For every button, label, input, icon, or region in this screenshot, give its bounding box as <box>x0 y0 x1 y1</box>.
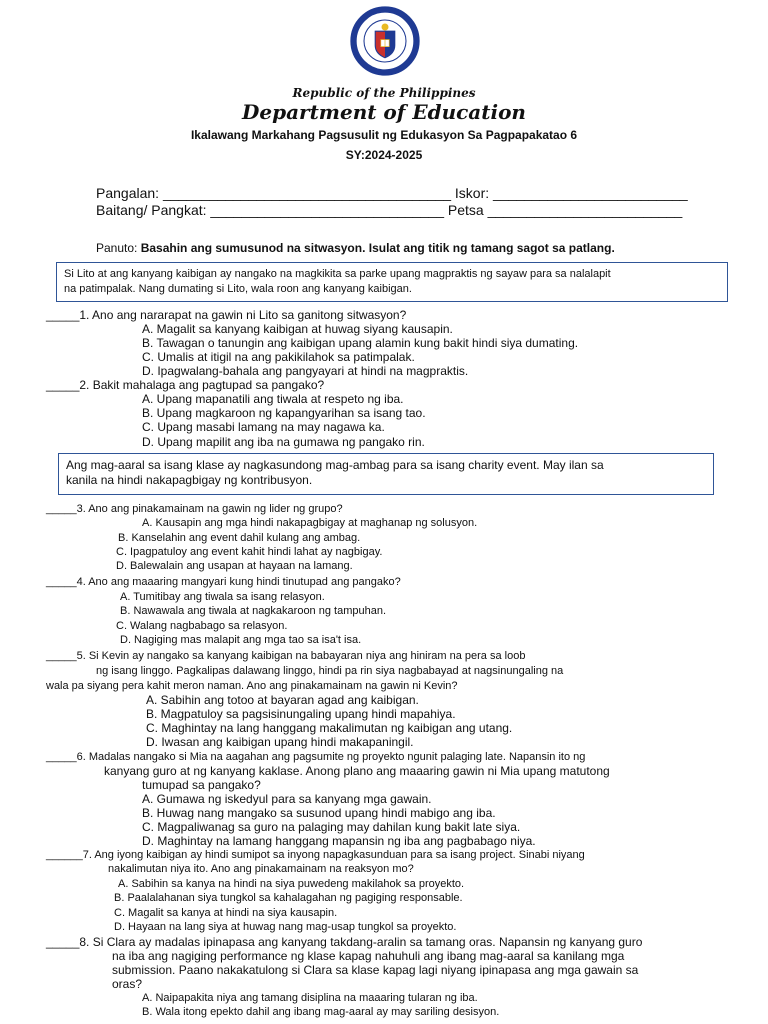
question-1-choice-d: D. Ipagwalang-bahala ang pangyayari at hindi na magpraktis. <box>142 364 469 378</box>
question-6-choice-a: A. Gumawa ng iskedyul para sa kanyang mga gawain. <box>142 792 432 806</box>
question-5-choice-d: D. Iwasan ang kaibigan upang hindi makapaningil. <box>146 735 414 749</box>
question-1-stem: _____1. Ano ang nararapat na gawin ni Lito sa ganitong sitwasyon? <box>46 308 407 322</box>
question-7-choice-d: D. Hayaan na lang siya at huwag nang mag-usap tungkol sa proyekto. <box>114 921 457 933</box>
question-2-choice-c: C. Upang masabi lamang na may nagawa ka. <box>142 420 385 434</box>
question-8-stem-line-3: submission. Paano nakakatulong si Clara sa klase kapag lagi niyang ipinapasa ang mga gawain sa <box>112 963 639 977</box>
question-4-choice-c: C. Walang nagbabago sa relasyon. <box>116 620 288 632</box>
situation-1-line-1: Si Lito at ang kanyang kaibigan ay nangako na magkikita sa parke upang magpraktis ng sayaw para sa nalalapit <box>64 268 611 280</box>
question-7-stem-line-2: nakalimutan niya ito. Ano ang pinakamainam na reaksyon mo? <box>108 863 414 875</box>
instructions-text: Basahin ang sumusunod na sitwasyon. Isulat ang titik ng tamang sagot sa patlang. <box>140 241 615 255</box>
question-2-choice-b: B. Upang magkaroon ng kapangyarihan sa isang tao. <box>142 406 426 420</box>
question-7-choice-b: B. Paalalahanan siya tungkol sa kahalagahan ng pagiging responsable. <box>114 892 463 904</box>
question-6-stem-line-1: _____6. Madalas nangako si Mia na aagahan ang pagsumite ng proyekto ngunit palaging late. Napansin ito ng <box>46 751 586 763</box>
question-8-choice-a: A. Naipapakita niya ang tamang disiplina na maaaring tularan ng iba. <box>142 992 478 1004</box>
question-1-choice-b: B. Tawagan o tanungin ang kaibigan upang alamin kung bakit hindi siya dumating. <box>142 336 579 350</box>
instructions <box>96 241 615 255</box>
grade-date-field[interactable]: Baitang/ Pangkat: ______________________________ Petsa _________________________ <box>96 202 683 218</box>
question-8-stem-line-1: _____8. Si Clara ay madalas ipinapasa ang kanyang takdang-aralin sa tamang oras. Napansin ng kanyang guro <box>46 935 643 949</box>
deped-seal-icon <box>350 6 420 76</box>
question-1-choice-c: C. Umalis at itigil na ang pakikilahok sa patimpalak. <box>142 350 415 364</box>
question-3-choice-c: C. Ipagpatuloy ang event kahit hindi lahat ay nagbigay. <box>116 546 383 558</box>
question-1-choice-a: A. Magalit sa kanyang kaibigan at huwag siyang kausapin. <box>142 322 453 336</box>
situation-1-line-2: na patimpalak. Nang dumating si Lito, wala roon ang kanyang kaibigan. <box>64 283 412 295</box>
question-5-choice-b: B. Magpatuloy sa pagsisinungaling upang hindi mapahiya. <box>146 707 456 721</box>
question-8-stem-line-2: na iba ang nagiging performance ng klase kapag nahuhuli ang ibang mag-aaral sa kanilang mga <box>112 949 625 963</box>
name-score-field[interactable]: Pangalan: _____________________________________ Iskor: _________________________ <box>96 185 688 201</box>
question-5-stem-line-2: ng isang linggo. Pagkalipas dalawang linggo, hindi pa rin siya nagbabayad at nagsinungaling na <box>96 665 564 677</box>
question-5-stem-line-1: _____5. Si Kevin ay nangako sa kanyang kaibigan na babayaran niya ang hiniram na pera sa loob <box>46 650 526 662</box>
school-year: SY:2024-2025 <box>345 148 423 162</box>
question-3-choice-a: A. Kausapin ang mga hindi nakapagbigay at maghanap ng solusyon. <box>142 517 478 529</box>
question-7-stem-line-1: ______7. Ang iyong kaibigan ay hindi sumipot sa inyong napagkasunduan para sa isang project. Sinabi niyang <box>46 849 585 861</box>
question-2-stem: _____2. Bakit mahalaga ang pagtupad sa pangako? <box>46 378 325 392</box>
question-6-choice-b: B. Huwag nang mangako sa susunod upang hindi mabigo ang iba. <box>142 806 496 820</box>
question-5-choice-a: A. Sabihin ang totoo at bayaran agad ang kaibigan. <box>146 693 419 707</box>
question-2-choice-a: A. Upang mapanatili ang tiwala at respeto ng iba. <box>142 392 404 406</box>
question-6-choice-d: D. Maghintay na lamang hanggang mapansin ng iba ang pagbabago niya. <box>142 834 536 848</box>
department-title: Department of Education <box>242 100 526 124</box>
question-3-stem: _____3. Ano ang pinakamainam na gawin ng lider ng grupo? <box>46 503 343 515</box>
situation-2-line-2: kanila na hindi nakapagbigay ng kontribusyon. <box>66 473 313 487</box>
question-7-choice-a: A. Sabihin sa kanya na hindi na siya puwedeng makilahok sa proyekto. <box>118 878 465 890</box>
instructions-label: Panuto: <box>96 241 141 255</box>
situation-box-2 <box>58 453 714 495</box>
situation-2-line-1: Ang mag-aaral sa isang klase ay nagkasundong mag-ambag para sa isang charity event. May ilan sa <box>66 458 604 472</box>
question-6-choice-c: C. Magpaliwanag sa guro na palaging may dahilan kung bakit late siya. <box>142 820 521 834</box>
question-2-choice-d: D. Upang mapilit ang iba na gumawa ng pangako rin. <box>142 435 425 449</box>
question-5-choice-c: C. Maghintay na lang hanggang makalimutan ng kaibigan ang utang. <box>146 721 513 735</box>
question-4-stem: _____4. Ano ang maaaring mangyari kung hindi tinutupad ang pangako? <box>46 576 401 588</box>
situation-box-1 <box>56 262 728 302</box>
question-4-choice-d: D. Nagiging mas malapit ang mga tao sa isa't isa. <box>120 634 362 646</box>
question-7-choice-c: C. Magalit sa kanya at hindi na siya kausapin. <box>114 907 338 919</box>
question-4-choice-b: B. Nawawala ang tiwala at nagkakaroon ng tampuhan. <box>120 605 387 617</box>
republic-label: Republic of the Philippines <box>292 86 476 100</box>
question-6-stem-line-3: tumupad sa pangako? <box>142 778 261 792</box>
question-8-choice-b: B. Wala itong epekto dahil ang ibang mag-aaral ay may sariling desisyon. <box>142 1006 500 1018</box>
question-3-choice-d: D. Balewalain ang usapan at hayaan na lamang. <box>116 560 353 572</box>
question-8-stem-line-4: oras? <box>112 977 143 991</box>
question-4-choice-a: A. Tumitibay ang tiwala sa isang relasyon. <box>120 591 325 603</box>
question-5-stem-line-3: wala pa siyang pera kahit meron naman. Ano ang pinakamainam na gawin ni Kevin? <box>46 680 458 692</box>
question-6-stem-line-2: kanyang guro at ng kanyang kaklase. Anong plano ang maaaring gawin ni Mia upang matutong <box>104 764 610 778</box>
question-3-choice-b: B. Kanselahin ang event dahil kulang ang ambag. <box>118 532 361 544</box>
exam-title: Ikalawang Markahang Pagsusulit ng Edukasyon Sa Pagpapakatao 6 <box>190 128 578 142</box>
